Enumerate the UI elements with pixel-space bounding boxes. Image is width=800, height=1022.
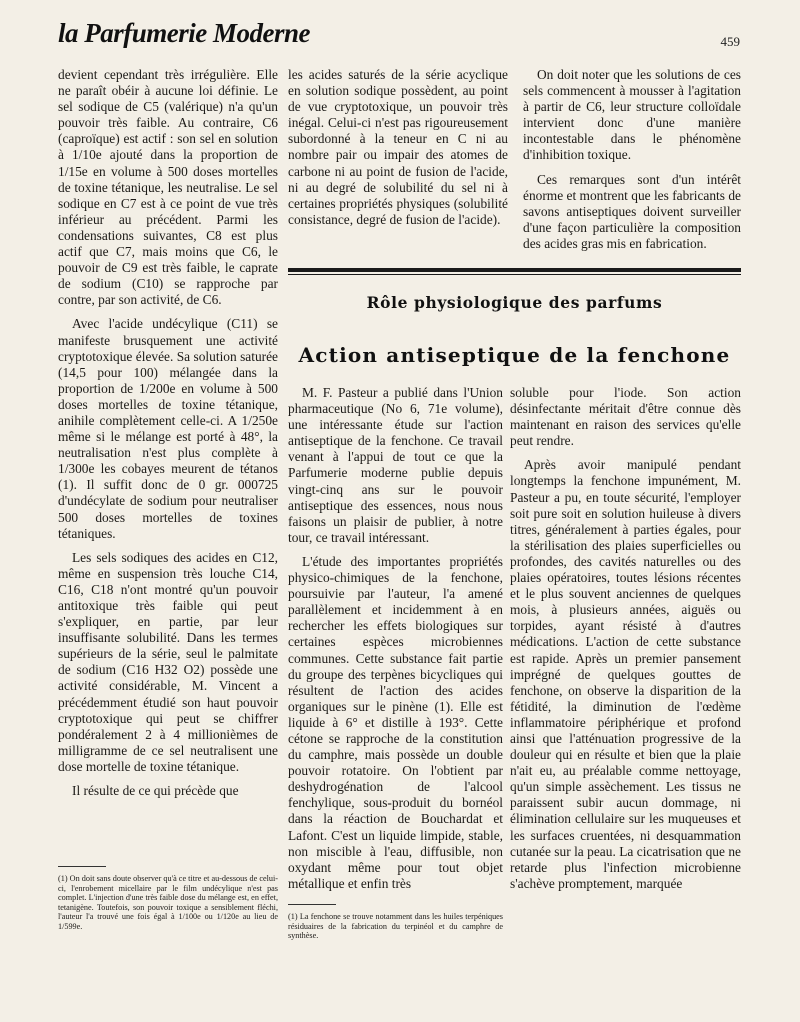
article-column-2 — [510, 385, 741, 892]
paragraph: Les sels sodiques des acides en C12, même en suspension très louche C14, C16, C18 n'ont montré qu'un pouvoir antitoxique très faible qui peut s'expliquer, en partie, par leur insuffisante solubilité. Dans les termes supérieurs de la série, seul le palmitate de sodium (C16 H32 O2) possède une activité considérable, M. Vincent a précédemment étudié son haut pouvoir cryptotoxique qui peut se chiffrer pondéralement 2 à 4 millionièmes de milligramme de ce sel neutralisent une dose mortelle de toxine tétanique. — [58, 549, 278, 774]
paragraph: Ces remarques sont d'un intérêt énorme et montrent que les fabricants de savons antiseptiques doivent surveiller d'une façon particulière la composition des acides gras mis en fabrication. — [523, 171, 741, 251]
paragraph: M. F. Pasteur a publié dans l'Union pharmaceutique (No 6, 71e volume), une intéressante étude sur l'action antiseptique de la fenchone. Ce travail venant à l'appui de tout ce que la Parfumerie moderne publie depuis vingt-cinq ans sur le pouvoir antiseptique des essences, nous nous faisons un plaisir de publier, à notre tour, ce travail intéressant. — [288, 385, 503, 545]
paragraph: Après avoir manipulé pendant longtemps la fenchone impunément, M. Pasteur a pu, en toute sécurité, l'employer soit pure soit en solution huileuse à divers titres, généralement à parties égales, pour la stérilisation des plaies superficielles ou profondes, des cavités naturelles ou des plaies opératoires, toutes lésions récentes et le plus souvent anciennes de quelques mois, à plusieurs années, aiguës ou torpides, ayant résisté à d'autres médications. L'action de cette substance est rapide. Après un premier pansement imprégné de quelques gouttes de fenchone, on observe la disparition de la fétidité, la diminution de l'œdème inflammatoire périphérique et profond ainsi que l'atténuation progressive de la douleur qui en résulte et bien que la plaie n'ait eu, au préalable comme nettoyage, qu'un simple assèchement. Les tissus ne paraissent subir aucun dommage, ni élimination cellulaire sur les muqueuses et les surfaces cruentées, ni desquammation cutanée sur la peau. La cicatrisation que ne retarde plus l'infection microbienne s'achève promptement, marquée — [510, 457, 741, 891]
article-column-1 — [288, 385, 503, 892]
column-2-top — [288, 67, 508, 228]
paragraph: L'étude des importantes propriétés physico-chimiques de la fenchone, poursuivie par l'auteur, l'a amené parallèlement et incidemment à en rechercher les effets biologiques sur certaines espèces microbiennes communes. Cette substance fait partie du groupe des terpènes bicycliques qui résultent de l'action des acides organiques sur le pinène (1). Elle est liquide à 6° et distille à 193°. Cette cétone se rapproche de la constitution du camphre, mais possède un double pouvoir rotatoire. On l'obtient par deshydrogénation de l'alcool fenchylique, sous-produit du bornéol dans la réaction de Bouchardat et Lafont. C'est un liquide limpide, stable, non miscible à l'eau, diffusible, non oxydant même pour tout objet métallique et enfin très — [288, 553, 503, 891]
paragraph: On doit noter que les solutions de ces sels commencent à mousser à l'agitation à partir de C6, leur structure colloïdale intervient donc d'une manière incontestable dans le phénomène d'inhibition toxique. — [523, 67, 741, 163]
paragraph: devient cependant très irrégulière. Elle ne paraît obéir à aucune loi définie. Le sel sodique de C5 (valérique) n'a qu'un pouvoir très faible. Au contraire, C6 (caproïque) est actif : son sel en solution à 1/10e ajouté dans la proportion de 1/15e en volume à 500 doses mortelles de toxine tétanique, les neutralise. Le sel sodique en C7 est à ce point de vue très inférieur au précédent. Parmi les condensations suivantes, C8 est plus actif que C7, mais moins que C6, le pouvoir de C9 est très faible, le caprate de sodium (C10) se rapproche par contre, par son activité, de C6. — [58, 67, 278, 308]
paragraph: les acides saturés de la série acyclique en solution sodique possèdent, au point de vue cryptotoxique, un pouvoir très inégal. Celui-ci n'est pas rigoureusement subordonné à la teneur en C ni au nombre pair ou impair des atomes de carbone ni au point de fusion de l'acide, ni au degré de solubilité du sel ni à certaines propriétés physiques (solubilité consistance, degré de fusion de l'acide). — [288, 67, 508, 227]
article-title: Action antiseptique de la fenchone — [298, 343, 731, 367]
section-title: Rôle physiologique des parfums — [366, 293, 663, 312]
paragraph: soluble pour l'iode. Son action désinfectante méritait d'être connue dès maintenant en raison des services qu'elle peut rendre. — [510, 385, 741, 449]
column-3-top — [523, 67, 741, 252]
paragraph: Il résulte de ce qui précède que — [72, 783, 239, 799]
paragraph: Avec l'acide undécylique (C11) se manifeste brusquement une activité cryptotoxique élevée. Sa solution saturée (14,5 pour 100) mélangée dans la proportion de 1/200e en volume à 500 doses mortelles de toxine tétanique, anihile complètement celle-ci. A 1/250e même si le mélange est porté à 48°, la neutralisation n'est plus complète à 1/300e les cobayes meurent de tétanos (1). Il suffit donc de 0 gr. 000725 d'undécylate de sodium pour neutraliser 500 doses mortelles de toxines tétaniques. — [58, 316, 278, 541]
footnote-1: (1) On doit sans doute observer qu'à ce titre et au-dessous de celui-ci, l'enrobement micellaire par le film undécylique n'est pas complet. L'injection d'une très faible dose du mélange est, en effet, tetanigène. Toutefois, son pouvoir toxique a sensiblement fléchi, l'auteur l'a trouvé une fois égal à 1/100e ou 1/120e au lieu de 1/599e. — [58, 874, 278, 931]
footnote-rule — [58, 866, 106, 867]
page-number: 459 — [720, 34, 740, 49]
column-1 — [58, 67, 278, 799]
footnote-rule — [288, 904, 336, 905]
journal-masthead: la Parfumerie Moderne — [58, 18, 310, 48]
section-rule-thin — [288, 274, 741, 275]
section-rule-thick — [288, 268, 741, 272]
footnote-2: (1) La fenchone se trouve notamment dans les huiles terpéniques résiduaires de la fabrication du terpinéol et du camphre de synthèse. — [288, 912, 503, 941]
